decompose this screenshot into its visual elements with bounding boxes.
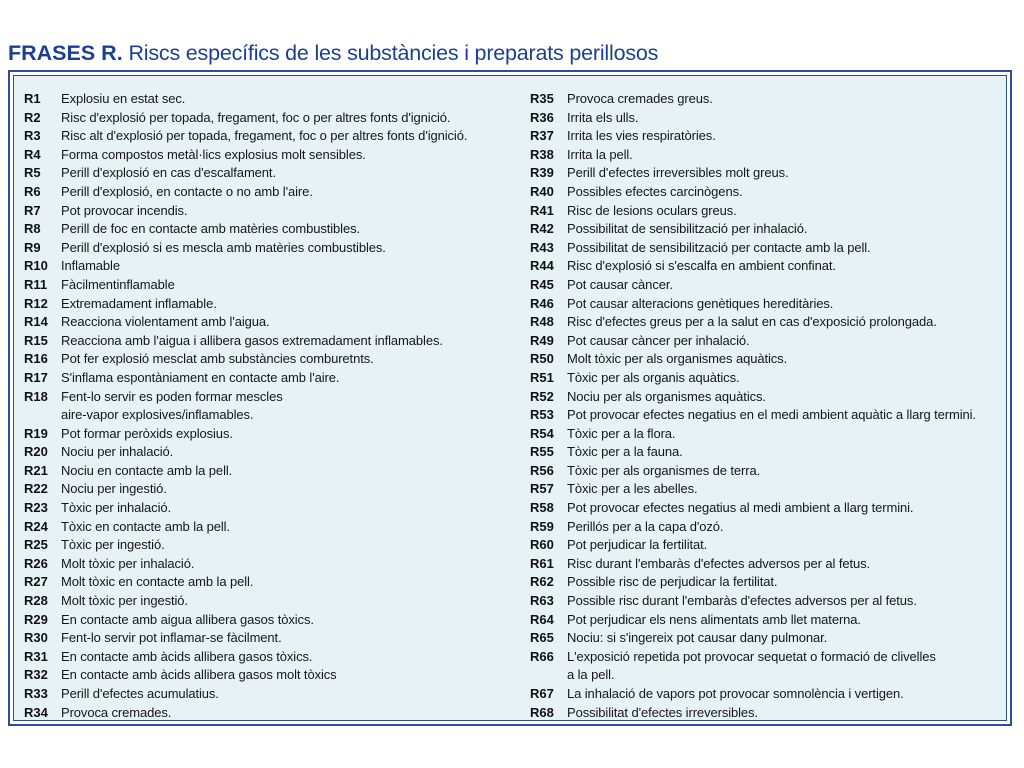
risk-phrase-code: R38 [530,146,554,162]
risk-phrase-code: R52 [530,388,554,404]
risk-phrase-row [530,573,1007,592]
risk-phrase-row [24,276,524,295]
risk-phrase-code: R58 [530,500,554,516]
risk-phrase-row [24,350,524,369]
risk-phrase-text: Pot perjudicar els nens alimentats amb llet materna. [567,611,861,627]
risk-phrase-code: R46 [530,295,554,311]
risk-phrase-row [24,164,524,183]
risk-phrase-code: R62 [530,574,554,590]
risk-phrase-code: R56 [530,462,554,478]
risk-phrase-text: Tòxic per als organismes de terra. [567,462,761,478]
risk-phrase-code: R3 [24,128,41,144]
risk-phrase-row [530,164,1007,183]
risk-phrase-code: R41 [530,202,554,218]
risk-phrase-text: Provoca cremades. [61,704,172,720]
risk-phrase-row [24,220,524,239]
risk-phrase-code: R7 [24,202,41,218]
risk-phrase-code: R48 [530,314,554,330]
risk-phrase-text: Molt tòxic per ingestió. [61,593,188,609]
risk-phrase-code: R45 [530,276,554,292]
risk-phrase-code: R44 [530,258,554,274]
risk-phrase-text: Risc d'explosió per topada, fregament, foc o per altres fonts d'ignició. [61,109,451,125]
risk-phrase-text: Possibilitat d'efectes irreversibles. [567,704,758,720]
risk-phrase-row [24,239,524,258]
risk-phrase-code: R20 [24,444,48,460]
risk-phrase-row [24,499,524,518]
risk-phrase-text: Nociu per inhalació. [61,444,174,460]
risk-phrase-text: Pot provocar efectes negatius en el medi ambient aquàtic a llarg termini. [567,407,976,423]
risk-phrase-row [24,573,524,592]
risk-phrase-code: R65 [530,630,554,646]
risk-phrase-text: Risc de lesions oculars greus. [567,202,737,218]
risk-phrase-code: R25 [24,537,48,553]
risk-phrase-code: R21 [24,462,48,478]
risk-phrase-code: R9 [24,239,41,255]
right-column [530,90,1007,721]
risk-phrase-text: Fent-lo servir pot inflamar-se fàcilment. [61,630,282,646]
risk-phrase-row [24,462,524,481]
risk-phrase-row [24,369,524,388]
risk-phrase-text: Reacciona amb l'aigua i allibera gasos extremadament inflamables. [61,332,443,348]
risk-phrase-code: R32 [24,667,48,683]
risk-phrase-row [24,611,524,630]
risk-phrase-row [530,239,1007,258]
risk-phrase-code: R68 [530,704,554,720]
risk-phrase-text: Tòxic per a la flora. [567,425,676,441]
risk-phrase-text: L'exposició repetida pot provocar sequetat o formació de clivelles a la pell. [567,648,936,683]
risk-phrase-text: Nociu: si s'ingereix pot causar dany pulmonar. [567,630,828,646]
risk-phrase-text: En contacte amb aigua allibera gasos tòxics. [61,611,314,627]
risk-phrase-row [24,313,524,332]
risk-phrase-row [24,183,524,202]
risk-phrase-code: R22 [24,481,48,497]
risk-phrase-code: R31 [24,648,48,664]
risk-phrase-code: R59 [530,518,554,534]
risk-phrase-text: En contacte amb àcids allibera gasos tòxics. [61,648,313,664]
risk-phrase-code: R60 [530,537,554,553]
risk-phrase-code: R49 [530,332,554,348]
risk-phrase-row [24,704,524,721]
risk-phrase-text: Pot perjudicar la fertilitat. [567,537,708,553]
risk-phrase-code: R11 [24,276,48,292]
risk-phrase-code: R35 [530,91,554,106]
risk-phrase-text: Pot causar càncer. [567,276,673,292]
risk-phrase-text: Molt tòxic en contacte amb la pell. [61,574,254,590]
risk-phrase-text: Fent-lo servir es poden formar mescles aire-vapor explosives/inflamables. [61,388,283,423]
risk-phrase-text: Inflamable [61,258,120,274]
risk-phrase-row [530,109,1007,128]
risk-phrase-text: Risc durant l'embaràs d'efectes adversos per al fetus. [567,555,871,571]
risk-phrase-text: Fàcilmentinflamable [61,276,175,292]
risk-phrase-text: Pot provocar efectes negatius al medi ambient a llarg termini. [567,500,914,516]
risk-phrase-code: R1 [24,91,41,106]
risk-phrase-code: R67 [530,686,554,701]
risk-phrase-code: R17 [24,369,48,385]
risk-phrase-code: R29 [24,611,48,627]
risk-phrase-text: Tòxic per ingestió. [61,537,165,553]
risk-phrase-code: R18 [24,388,48,404]
risk-phrase-row [24,666,524,685]
risk-phrase-row [530,388,1007,407]
risk-phrase-text: Possibilitat de sensibilització per inhalació. [567,221,808,237]
risk-phrase-text: Pot fer explosió mesclat amb substàncies comburetnts. [61,351,374,367]
risk-phrase-text: Perillós per a la capa d'ozó. [567,518,724,534]
risk-phrase-text: Risc d'explosió si s'escalfa en ambient confinat. [567,258,836,274]
risk-phrase-row [530,648,1007,685]
risk-phrase-text: Pot causar alteracions genètiques hereditàries. [567,295,834,311]
risk-phrase-text: S'inflama espontàniament en contacte amb l'aire. [61,369,340,385]
risk-phrase-row [24,425,524,444]
risk-phrase-row [24,388,524,425]
risk-phrase-text: Possibilitat de sensibilització per contacte amb la pell. [567,239,871,255]
risk-phrase-code: R15 [24,332,48,348]
risk-phrase-text: Irrita la pell. [567,146,633,162]
risk-phrase-row [530,425,1007,444]
title-prefix: FRASES R. [8,41,123,65]
risk-phrase-code: R30 [24,630,48,646]
risk-phrase-text: Tòxic en contacte amb la pell. [61,518,230,534]
risk-phrase-row [530,462,1007,481]
risk-phrase-code: R19 [24,425,48,441]
risk-phrase-text: Nociu per als organismes aquàtics. [567,388,766,404]
risk-phrase-text: Nociu per ingestió. [61,481,167,497]
risk-phrase-text: Perill de foc en contacte amb matèries combustibles. [61,221,360,237]
risk-phrase-row [24,518,524,537]
risk-phrase-row [530,127,1007,146]
risk-phrase-code: R64 [530,611,554,627]
risk-phrase-code: R37 [530,128,554,144]
risk-phrase-row [530,518,1007,537]
risk-phrase-row [530,295,1007,314]
risk-phrase-row [24,555,524,574]
risk-phrase-row [530,611,1007,630]
risk-phrase-code: R53 [530,407,554,423]
risk-phrase-row [530,704,1007,721]
risk-phrase-row [530,536,1007,555]
document-title [8,40,658,66]
risk-phrase-code: R39 [530,165,554,181]
risk-phrase-row [530,592,1007,611]
risk-phrase-code: R57 [530,481,554,497]
risk-phrase-row [530,332,1007,351]
risk-phrase-text: Reacciona violentament amb l'aigua. [61,314,270,330]
risk-phrase-code: R40 [530,183,554,199]
risk-phrases-frame [8,70,1012,726]
risk-phrase-code: R55 [530,444,554,460]
risk-phrase-code: R63 [530,593,554,609]
risk-phrase-text: Perill d'explosió, en contacte o no amb l'aire. [61,183,313,199]
risk-phrase-row [530,257,1007,276]
risk-phrase-text: Molt tòxic per inhalació. [61,555,195,571]
risk-phrase-text: Extremadament inflamable. [61,295,217,311]
risk-phrase-text: En contacte amb àcids allibera gasos molt tòxics [61,667,337,683]
risk-phrase-code: R5 [24,165,41,181]
risk-phrase-code: R8 [24,221,41,237]
risk-phrase-code: R36 [530,109,554,125]
risk-phrase-text: Tòxic per a la fauna. [567,444,683,460]
left-column [24,90,524,721]
risk-phrase-code: R33 [24,686,48,701]
risk-phrase-row [24,295,524,314]
risk-phrase-text: Risc alt d'explosió per topada, fregament, foc o per altres fonts d'ignició. [61,128,468,144]
risk-phrase-code: R6 [24,183,41,199]
risk-phrase-row [530,499,1007,518]
risk-phrase-row [530,202,1007,221]
risk-phrase-text: Nociu en contacte amb la pell. [61,462,233,478]
risk-phrase-text: Perill d'efectes irreversibles molt greus. [567,165,789,181]
risk-phrase-row [530,629,1007,648]
risk-phrases-panel [13,75,1007,721]
risk-phrase-code: R34 [24,704,48,720]
risk-phrase-row [530,369,1007,388]
risk-phrase-row [530,443,1007,462]
risk-phrase-code: R42 [530,221,554,237]
risk-phrase-code: R28 [24,593,48,609]
risk-phrase-text: Perill d'explosió en cas d'escalfament. [61,165,276,181]
risk-phrase-code: R61 [530,555,554,571]
risk-phrase-text: Forma compostos metàl·lics explosius molt sensibles. [61,146,366,162]
risk-phrase-text: Molt tòxic per als organismes aquàtics. [567,351,788,367]
risk-phrase-text: Possible risc de perjudicar la fertilitat. [567,574,778,590]
risk-phrase-row [530,555,1007,574]
risk-phrase-row [530,220,1007,239]
risk-phrase-text: Risc d'efectes greus per a la salut en cas d'exposició prolongada. [567,314,937,330]
risk-phrase-code: R54 [530,425,554,441]
risk-phrase-text: Perill d'explosió si es mescla amb matèries combustibles. [61,239,386,255]
risk-phrase-code: R16 [24,351,48,367]
risk-phrase-text: Pot provocar incendis. [61,202,188,218]
risk-phrase-row [24,685,524,704]
title-rest: Riscs específics de les substàncies i preparats perillosos [122,41,659,65]
risk-phrase-code: R50 [530,351,554,367]
risk-phrase-row [24,202,524,221]
risk-phrase-row [24,332,524,351]
risk-phrase-row [24,146,524,165]
risk-phrase-text: Possible risc durant l'embaràs d'efectes adversos per al fetus. [567,593,917,609]
risk-phrase-row [530,406,1007,425]
risk-phrase-text: Tòxic per a les abelles. [567,481,698,497]
risk-phrase-text: Possibles efectes carcinògens. [567,183,743,199]
risk-phrase-row [530,90,1007,109]
risk-phrase-row [24,629,524,648]
risk-phrase-text: Tòxic per inhalació. [61,500,171,516]
risk-phrase-code: R12 [24,295,48,311]
risk-phrase-row [24,90,524,109]
risk-phrase-text: Provoca cremades greus. [567,91,713,106]
risk-phrase-code: R27 [24,574,48,590]
risk-phrase-text: Pot formar peròxids explosius. [61,425,233,441]
risk-phrase-row [24,480,524,499]
risk-phrase-text: Pot causar càncer per inhalació. [567,332,750,348]
risk-phrase-row [530,480,1007,499]
risk-phrase-code: R4 [24,146,41,162]
risk-phrase-code: R23 [24,500,48,516]
risk-phrase-row [530,276,1007,295]
risk-phrase-row [530,685,1007,704]
risk-phrase-code: R66 [530,648,554,664]
risk-phrase-text: Perill d'efectes acumulatius. [61,686,219,701]
risk-phrase-row [24,109,524,128]
risk-phrase-text: Irrita els ulls. [567,109,639,125]
risk-phrase-row [24,592,524,611]
risk-phrase-row [24,536,524,555]
risk-phrase-code: R10 [24,258,48,274]
risk-phrase-row [24,257,524,276]
risk-phrase-code: R24 [24,518,48,534]
risk-phrase-row [530,350,1007,369]
risk-phrase-row [24,648,524,667]
risk-phrase-text: Tòxic per als organis aquàtics. [567,369,740,385]
risk-phrase-row [24,127,524,146]
risk-phrase-code: R43 [530,239,554,255]
risk-phrase-row [530,146,1007,165]
risk-phrase-row [530,313,1007,332]
risk-phrase-row [24,443,524,462]
risk-phrase-code: R14 [24,314,48,330]
risk-phrase-code: R26 [24,555,48,571]
risk-phrase-text: La inhalació de vapors pot provocar somnolència i vertigen. [567,686,904,701]
risk-phrase-text: Explosiu en estat sec. [61,91,186,106]
risk-phrase-row [530,183,1007,202]
risk-phrase-text: Irrita les vies respiratòries. [567,128,716,144]
risk-phrase-code: R51 [530,369,554,385]
risk-phrase-code: R2 [24,109,41,125]
